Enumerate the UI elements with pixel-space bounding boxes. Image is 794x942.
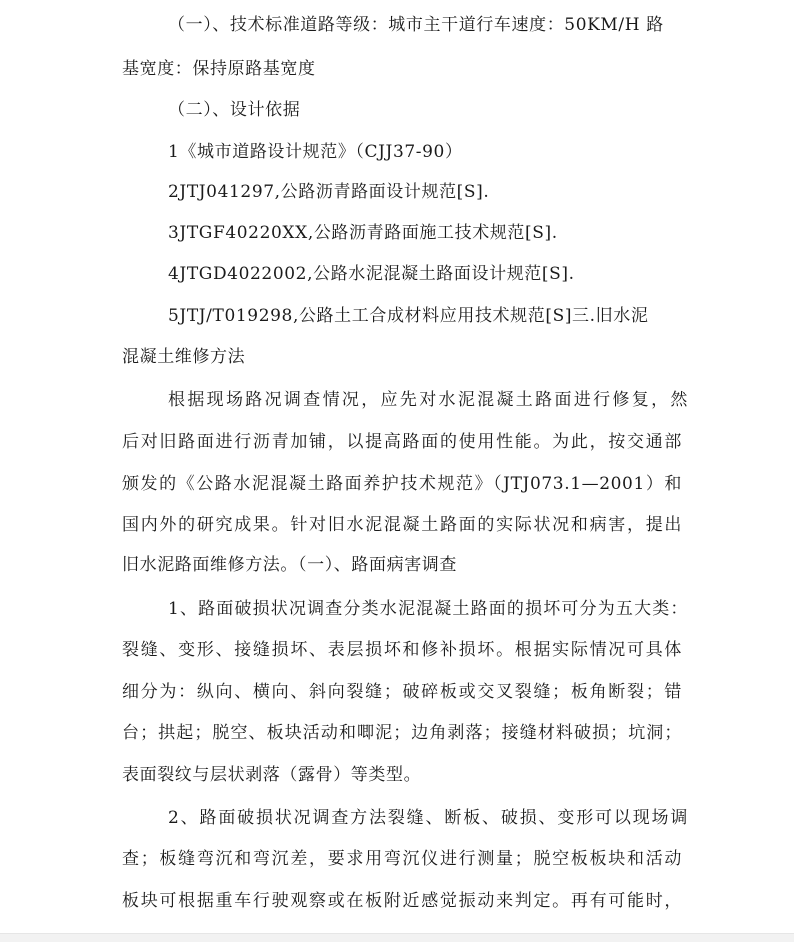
text-line: 基宽度：保持原路基宽度 (122, 59, 316, 79)
paragraph-line: 后对旧路面进行沥青加铺，以提高路面的使用性能。为此，按交通部 (122, 432, 682, 452)
paragraph-line: 查；板缝弯沉和弯沉差，要求用弯沉仪进行测量；脱空板板块和活动 (122, 849, 682, 869)
paragraph-line: 根据现场路况调查情况，应先对水泥混凝土路面进行修复，然 (168, 390, 688, 410)
paragraph-line: 细分为：纵向、横向、斜向裂缝；破碎板或交叉裂缝；板角断裂；错 (122, 682, 682, 702)
reference-item: 2JTJ041297,公路沥青路面设计规范[S]. (168, 182, 490, 202)
text-line: （一）、技术标准道路等级：城市主干道行车速度：50KM/H 路 (168, 15, 664, 35)
reference-item: 3JTGF40220XX,公路沥青路面施工技术规范[S]. (168, 223, 558, 243)
text-line: 混凝土维修方法 (122, 347, 246, 367)
paragraph-line: 表面裂纹与层状剥落（露骨）等类型。 (122, 765, 422, 785)
paragraph-line: 国内外的研究成果。针对旧水泥混凝土路面的实际状况和病害，提出 (122, 515, 682, 535)
paragraph-line: 裂缝、变形、接缝损坏、表层损坏和修补损坏。根据实际情况可具体 (122, 640, 682, 660)
paragraph-line: 台；拱起；脱空、板块活动和唧泥；边角剥落；接缝材料破损；坑洞； (122, 723, 682, 743)
paragraph-line: 1、路面破损状况调查分类水泥混凝土路面的损坏可分为五大类： (168, 599, 688, 619)
paragraph-line: 2、路面破损状况调查方法裂缝、断板、破损、变形可以现场调 (168, 808, 688, 828)
paragraph-line: 板块可根据重车行驶观察或在板附近感觉振动来判定。再有可能时， (122, 891, 682, 911)
reference-item: 1《城市道路设计规范》（CJJ37-90） (168, 142, 463, 162)
paragraph-line: 颁发的《公路水泥混凝土路面养护技术规范》（JTJ073.1—2001）和 (122, 474, 682, 494)
paragraph-line: 旧水泥路面维修方法。（一）、路面病害调查 (122, 555, 457, 575)
reference-item: 4JTGD4022002,公路水泥混凝土路面设计规范[S]. (168, 264, 575, 284)
section-heading: （二）、设计依据 (168, 100, 301, 120)
reference-item: 5JTJ/T019298,公路土工合成材料应用技术规范[S]三.旧水泥 (168, 306, 649, 326)
